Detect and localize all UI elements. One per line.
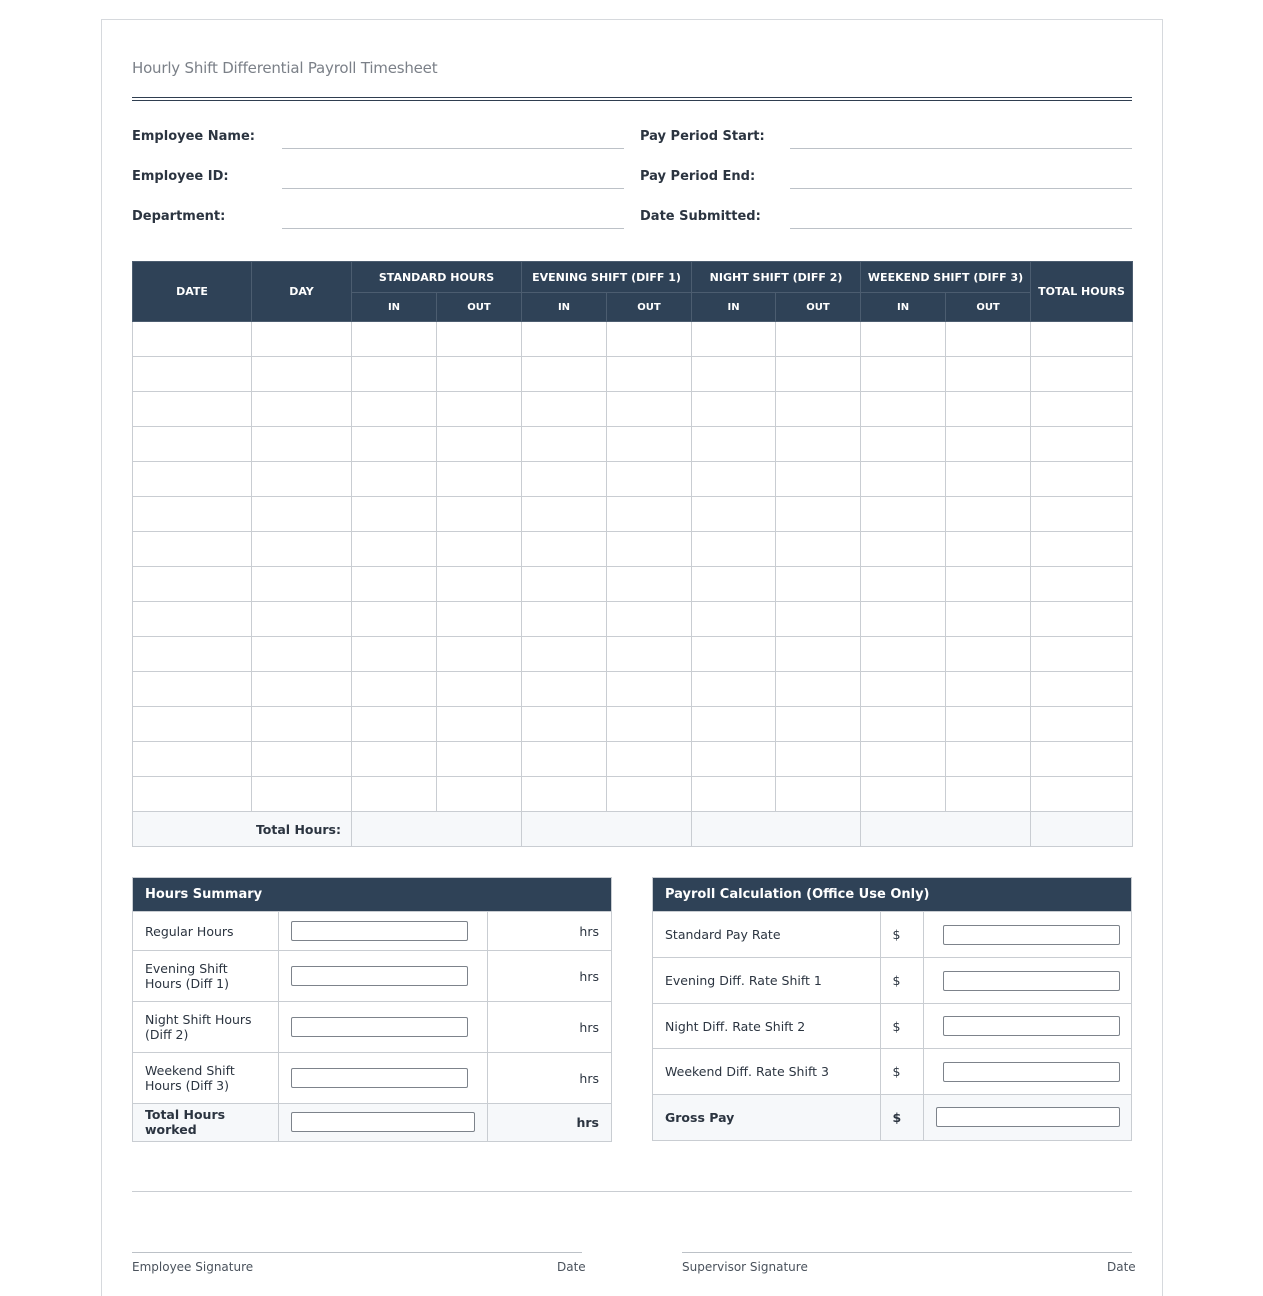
night-in-cell[interactable] bbox=[692, 707, 776, 742]
night-in-cell[interactable] bbox=[692, 532, 776, 567]
date-cell[interactable] bbox=[133, 602, 252, 637]
weekend-out-cell[interactable] bbox=[946, 672, 1031, 707]
weekend-diff-rate-input[interactable] bbox=[943, 1062, 1120, 1082]
gross-pay-label: Gross Pay bbox=[653, 1095, 880, 1140]
summary-row bbox=[133, 1053, 611, 1104]
evening-in-cell[interactable] bbox=[522, 427, 607, 462]
evening-in-cell[interactable] bbox=[522, 462, 607, 497]
evening-hours-input[interactable] bbox=[291, 966, 468, 986]
evening-out-cell[interactable] bbox=[607, 392, 692, 427]
standard-out-cell[interactable] bbox=[437, 742, 522, 777]
hrs-unit: hrs bbox=[487, 1053, 611, 1104]
weekend-out-cell[interactable] bbox=[946, 427, 1031, 462]
hours-summary-table bbox=[133, 911, 611, 1141]
weekend-out-cell[interactable] bbox=[946, 357, 1031, 392]
department-field[interactable] bbox=[282, 228, 624, 229]
payroll-row-label: Night Diff. Rate Shift 2 bbox=[653, 1004, 880, 1049]
evening-in-cell[interactable] bbox=[522, 392, 607, 427]
evening-out-cell[interactable] bbox=[607, 497, 692, 532]
night-out-cell[interactable] bbox=[776, 602, 861, 637]
evening-in-cell[interactable] bbox=[522, 357, 607, 392]
standard-in-cell[interactable] bbox=[352, 567, 437, 602]
weekend-out-header: OUT bbox=[946, 293, 1031, 322]
date-cell[interactable] bbox=[133, 777, 252, 812]
supervisor-signature-label: Supervisor Signature bbox=[682, 1260, 808, 1274]
standard-in-cell[interactable] bbox=[352, 322, 437, 357]
summary-row bbox=[133, 1002, 611, 1053]
total-hours-cell[interactable] bbox=[1031, 672, 1133, 707]
evening-in-cell[interactable] bbox=[522, 567, 607, 602]
night-in-cell[interactable] bbox=[692, 742, 776, 777]
table-row bbox=[133, 322, 1133, 357]
date-cell[interactable] bbox=[133, 707, 252, 742]
night-out-cell[interactable] bbox=[776, 322, 861, 357]
evening-out-cell[interactable] bbox=[607, 777, 692, 812]
total-hours-cell[interactable] bbox=[1031, 777, 1133, 812]
day-cell[interactable] bbox=[252, 357, 352, 392]
standard-out-cell[interactable] bbox=[437, 357, 522, 392]
timesheet-total-row bbox=[133, 812, 1133, 847]
evening-out-header: OUT bbox=[607, 293, 692, 322]
info-row-3 bbox=[132, 199, 1132, 239]
weekend-in-cell[interactable] bbox=[861, 497, 946, 532]
payroll-row-label: Standard Pay Rate bbox=[653, 912, 880, 958]
weekend-in-cell[interactable] bbox=[861, 777, 946, 812]
weekend-in-header: IN bbox=[861, 293, 946, 322]
hrs-unit: hrs bbox=[487, 1002, 611, 1053]
evening-in-cell[interactable] bbox=[522, 707, 607, 742]
table-row bbox=[133, 602, 1133, 637]
summary-row-label: Night Shift Hours (Diff 2) bbox=[133, 1002, 278, 1053]
night-out-cell[interactable] bbox=[776, 637, 861, 672]
standard-out-cell[interactable] bbox=[437, 567, 522, 602]
standard-out-header: OUT bbox=[437, 293, 522, 322]
standard-in-cell[interactable] bbox=[352, 742, 437, 777]
day-cell[interactable] bbox=[252, 532, 352, 567]
gross-pay-row bbox=[653, 1095, 1131, 1140]
evening-total-cell[interactable] bbox=[522, 812, 692, 847]
weekend-in-cell[interactable] bbox=[861, 637, 946, 672]
table-row bbox=[133, 637, 1133, 672]
table-row bbox=[133, 357, 1133, 392]
evening-in-cell[interactable] bbox=[522, 322, 607, 357]
standard-in-cell[interactable] bbox=[352, 672, 437, 707]
employee-name-field[interactable] bbox=[282, 148, 624, 149]
day-cell[interactable] bbox=[252, 392, 352, 427]
night-in-cell[interactable] bbox=[692, 322, 776, 357]
standard-in-cell[interactable] bbox=[352, 637, 437, 672]
weekend-out-cell[interactable] bbox=[946, 777, 1031, 812]
night-out-cell[interactable] bbox=[776, 357, 861, 392]
hrs-unit: hrs bbox=[487, 951, 611, 1002]
evening-out-cell[interactable] bbox=[607, 532, 692, 567]
total-hours-cell[interactable] bbox=[1031, 707, 1133, 742]
weekend-hours-input[interactable] bbox=[291, 1068, 468, 1088]
evening-in-cell[interactable] bbox=[522, 672, 607, 707]
standard-in-cell[interactable] bbox=[352, 357, 437, 392]
standard-out-cell[interactable] bbox=[437, 672, 522, 707]
evening-in-cell[interactable] bbox=[522, 602, 607, 637]
summary-row bbox=[133, 912, 611, 951]
summary-row-label: Weekend Shift Hours (Diff 3) bbox=[133, 1053, 278, 1104]
table-row bbox=[133, 462, 1133, 497]
total-hours-cell[interactable] bbox=[1031, 462, 1133, 497]
night-in-cell[interactable] bbox=[692, 357, 776, 392]
employee-id-label: Employee ID: bbox=[132, 169, 229, 184]
standard-out-cell[interactable] bbox=[437, 392, 522, 427]
evening-out-cell[interactable] bbox=[607, 672, 692, 707]
total-hours-cell[interactable] bbox=[1031, 392, 1133, 427]
weekend-in-cell[interactable] bbox=[861, 742, 946, 777]
total-hours-cell[interactable] bbox=[1031, 602, 1133, 637]
night-in-cell[interactable] bbox=[692, 602, 776, 637]
weekend-out-cell[interactable] bbox=[946, 637, 1031, 672]
timesheet-body bbox=[133, 322, 1133, 812]
evening-in-cell[interactable] bbox=[522, 637, 607, 672]
supervisor-signature-line[interactable] bbox=[682, 1252, 1132, 1253]
evening-in-cell[interactable] bbox=[522, 532, 607, 567]
day-cell[interactable] bbox=[252, 497, 352, 532]
day-cell[interactable] bbox=[252, 602, 352, 637]
standard-out-cell[interactable] bbox=[437, 497, 522, 532]
date-submitted-label: Date Submitted: bbox=[640, 209, 761, 224]
night-out-cell[interactable] bbox=[776, 567, 861, 602]
evening-in-cell[interactable] bbox=[522, 777, 607, 812]
weekend-out-cell[interactable] bbox=[946, 497, 1031, 532]
total-hours-cell[interactable] bbox=[1031, 567, 1133, 602]
date-cell[interactable] bbox=[133, 497, 252, 532]
hours-summary-panel bbox=[132, 877, 612, 1142]
currency-symbol: $ bbox=[880, 958, 923, 1004]
payroll-calculation-table bbox=[653, 911, 1131, 1140]
date-cell[interactable] bbox=[133, 672, 252, 707]
day-cell[interactable] bbox=[252, 672, 352, 707]
total-hours-worked-label: Total Hours worked bbox=[133, 1104, 278, 1141]
date-cell[interactable] bbox=[133, 637, 252, 672]
standard-in-cell[interactable] bbox=[352, 707, 437, 742]
weekend-in-cell[interactable] bbox=[861, 602, 946, 637]
night-in-cell[interactable] bbox=[692, 637, 776, 672]
col-day-header: DAY bbox=[252, 262, 352, 322]
total-hours-cell[interactable] bbox=[1031, 742, 1133, 777]
evening-in-cell[interactable] bbox=[522, 497, 607, 532]
standard-in-cell[interactable] bbox=[352, 777, 437, 812]
employee-date-label: Date bbox=[557, 1260, 586, 1274]
night-in-cell[interactable] bbox=[692, 777, 776, 812]
pay-period-start-label: Pay Period Start: bbox=[640, 129, 765, 144]
night-out-cell[interactable] bbox=[776, 392, 861, 427]
evening-out-cell[interactable] bbox=[607, 602, 692, 637]
date-submitted-field[interactable] bbox=[790, 228, 1132, 229]
pay-period-end-label: Pay Period End: bbox=[640, 169, 756, 184]
department-label: Department: bbox=[132, 209, 226, 224]
weekend-out-cell[interactable] bbox=[946, 742, 1031, 777]
day-cell[interactable] bbox=[252, 427, 352, 462]
total-hours-label: Total Hours: bbox=[133, 812, 352, 847]
weekend-out-cell[interactable] bbox=[946, 322, 1031, 357]
grand-total-cell[interactable] bbox=[1031, 812, 1133, 847]
evening-out-cell[interactable] bbox=[607, 707, 692, 742]
col-weekend-header: WEEKEND SHIFT (DIFF 3) bbox=[861, 262, 1031, 293]
date-cell[interactable] bbox=[133, 322, 252, 357]
night-out-cell[interactable] bbox=[776, 777, 861, 812]
table-row bbox=[133, 707, 1133, 742]
evening-out-cell[interactable] bbox=[607, 357, 692, 392]
payroll-calculation-panel bbox=[652, 877, 1132, 1141]
currency-symbol: $ bbox=[880, 1004, 923, 1049]
currency-symbol: $ bbox=[880, 1049, 923, 1095]
standard-out-cell[interactable] bbox=[437, 462, 522, 497]
total-hours-cell[interactable] bbox=[1031, 637, 1133, 672]
night-out-cell[interactable] bbox=[776, 427, 861, 462]
date-cell[interactable] bbox=[133, 392, 252, 427]
total-hours-cell[interactable] bbox=[1031, 357, 1133, 392]
standard-out-cell[interactable] bbox=[437, 532, 522, 567]
hrs-unit: hrs bbox=[487, 1104, 611, 1141]
day-cell[interactable] bbox=[252, 567, 352, 602]
standard-in-cell[interactable] bbox=[352, 602, 437, 637]
pay-period-start-field[interactable] bbox=[790, 148, 1132, 149]
night-in-cell[interactable] bbox=[692, 392, 776, 427]
day-cell[interactable] bbox=[252, 707, 352, 742]
employee-signature-line[interactable] bbox=[132, 1252, 582, 1253]
weekend-in-cell[interactable] bbox=[861, 392, 946, 427]
standard-in-cell[interactable] bbox=[352, 392, 437, 427]
night-in-cell[interactable] bbox=[692, 462, 776, 497]
weekend-in-cell[interactable] bbox=[861, 427, 946, 462]
summary-row-label: Regular Hours bbox=[133, 912, 278, 951]
total-hours-cell[interactable] bbox=[1031, 497, 1133, 532]
date-cell[interactable] bbox=[133, 567, 252, 602]
col-evening-header: EVENING SHIFT (DIFF 1) bbox=[522, 262, 692, 293]
standard-in-cell[interactable] bbox=[352, 427, 437, 462]
night-in-cell[interactable] bbox=[692, 497, 776, 532]
weekend-in-cell[interactable] bbox=[861, 322, 946, 357]
standard-total-cell[interactable] bbox=[352, 812, 522, 847]
day-cell[interactable] bbox=[252, 777, 352, 812]
weekend-in-cell[interactable] bbox=[861, 532, 946, 567]
night-in-cell[interactable] bbox=[692, 672, 776, 707]
footer-divider bbox=[132, 1191, 1132, 1192]
page-title: Hourly Shift Differential Payroll Timesheet bbox=[132, 59, 438, 77]
table-row bbox=[133, 672, 1133, 707]
table-row bbox=[133, 497, 1133, 532]
standard-in-header: IN bbox=[352, 293, 437, 322]
night-total-cell[interactable] bbox=[692, 812, 861, 847]
day-cell[interactable] bbox=[252, 462, 352, 497]
weekend-out-cell[interactable] bbox=[946, 707, 1031, 742]
regular-hours-input[interactable] bbox=[291, 921, 468, 941]
standard-out-cell[interactable] bbox=[437, 637, 522, 672]
evening-out-cell[interactable] bbox=[607, 322, 692, 357]
hrs-unit: hrs bbox=[487, 912, 611, 951]
table-row bbox=[133, 567, 1133, 602]
payroll-row bbox=[653, 1004, 1131, 1049]
weekend-in-cell[interactable] bbox=[861, 707, 946, 742]
timesheet-table bbox=[132, 261, 1133, 847]
night-diff-rate-input[interactable] bbox=[943, 1016, 1120, 1036]
timesheet-page bbox=[101, 19, 1163, 1296]
summary-row bbox=[133, 951, 611, 1002]
standard-out-cell[interactable] bbox=[437, 427, 522, 462]
standard-out-cell[interactable] bbox=[437, 602, 522, 637]
total-hours-cell[interactable] bbox=[1031, 427, 1133, 462]
weekend-out-cell[interactable] bbox=[946, 532, 1031, 567]
standard-out-cell[interactable] bbox=[437, 707, 522, 742]
weekend-out-cell[interactable] bbox=[946, 462, 1031, 497]
day-cell[interactable] bbox=[252, 742, 352, 777]
weekend-in-cell[interactable] bbox=[861, 567, 946, 602]
night-out-cell[interactable] bbox=[776, 462, 861, 497]
weekend-out-cell[interactable] bbox=[946, 602, 1031, 637]
payroll-row bbox=[653, 958, 1131, 1004]
night-out-header: OUT bbox=[776, 293, 861, 322]
standard-out-cell[interactable] bbox=[437, 322, 522, 357]
evening-out-cell[interactable] bbox=[607, 427, 692, 462]
date-cell[interactable] bbox=[133, 532, 252, 567]
table-row bbox=[133, 427, 1133, 462]
night-out-cell[interactable] bbox=[776, 532, 861, 567]
night-hours-input[interactable] bbox=[291, 1017, 468, 1037]
weekend-in-cell[interactable] bbox=[861, 462, 946, 497]
gross-pay-input[interactable] bbox=[936, 1107, 1120, 1127]
table-row bbox=[133, 532, 1133, 567]
date-cell[interactable] bbox=[133, 742, 252, 777]
supervisor-date-label: Date bbox=[1107, 1260, 1136, 1274]
evening-diff-rate-input[interactable] bbox=[943, 971, 1120, 991]
day-cell[interactable] bbox=[252, 637, 352, 672]
evening-in-header: IN bbox=[522, 293, 607, 322]
date-cell[interactable] bbox=[133, 357, 252, 392]
employee-signature-label: Employee Signature bbox=[132, 1260, 254, 1274]
evening-out-cell[interactable] bbox=[607, 462, 692, 497]
pay-period-end-field[interactable] bbox=[790, 188, 1132, 189]
currency-symbol: $ bbox=[880, 1095, 923, 1140]
col-night-header: NIGHT SHIFT (DIFF 2) bbox=[692, 262, 861, 293]
evening-out-cell[interactable] bbox=[607, 567, 692, 602]
payroll-row bbox=[653, 1049, 1131, 1095]
weekend-out-cell[interactable] bbox=[946, 567, 1031, 602]
weekend-total-cell[interactable] bbox=[861, 812, 1031, 847]
night-out-cell[interactable] bbox=[776, 672, 861, 707]
payroll-row bbox=[653, 912, 1131, 958]
weekend-out-cell[interactable] bbox=[946, 392, 1031, 427]
evening-out-cell[interactable] bbox=[607, 742, 692, 777]
summary-row-label: Evening Shift Hours (Diff 1) bbox=[133, 951, 278, 1002]
date-cell[interactable] bbox=[133, 427, 252, 462]
payroll-calculation-title: Payroll Calculation (Office Use Only) bbox=[653, 878, 1131, 911]
night-in-header: IN bbox=[692, 293, 776, 322]
title-divider bbox=[132, 97, 1132, 101]
total-hours-worked-input[interactable] bbox=[291, 1112, 475, 1132]
table-row bbox=[133, 777, 1133, 812]
standard-in-cell[interactable] bbox=[352, 462, 437, 497]
table-row bbox=[133, 392, 1133, 427]
col-standard-header: STANDARD HOURS bbox=[352, 262, 522, 293]
summary-total-row bbox=[133, 1104, 611, 1141]
standard-in-cell[interactable] bbox=[352, 497, 437, 532]
standard-out-cell[interactable] bbox=[437, 777, 522, 812]
info-row-1 bbox=[132, 119, 1132, 159]
evening-in-cell[interactable] bbox=[522, 742, 607, 777]
table-row bbox=[133, 742, 1133, 777]
total-hours-cell[interactable] bbox=[1031, 322, 1133, 357]
standard-pay-rate-input[interactable] bbox=[943, 925, 1120, 945]
date-cell[interactable] bbox=[133, 462, 252, 497]
night-in-cell[interactable] bbox=[692, 567, 776, 602]
weekend-in-cell[interactable] bbox=[861, 357, 946, 392]
standard-in-cell[interactable] bbox=[352, 532, 437, 567]
employee-id-field[interactable] bbox=[282, 188, 624, 189]
weekend-in-cell[interactable] bbox=[861, 672, 946, 707]
night-in-cell[interactable] bbox=[692, 427, 776, 462]
payroll-row-label: Evening Diff. Rate Shift 1 bbox=[653, 958, 880, 1004]
hours-summary-title: Hours Summary bbox=[133, 878, 611, 911]
currency-symbol: $ bbox=[880, 912, 923, 958]
night-out-cell[interactable] bbox=[776, 707, 861, 742]
employee-name-label: Employee Name: bbox=[132, 129, 255, 144]
evening-out-cell[interactable] bbox=[607, 637, 692, 672]
info-row-2 bbox=[132, 159, 1132, 199]
col-total-hours-header: TOTAL HOURS bbox=[1031, 262, 1133, 322]
day-cell[interactable] bbox=[252, 322, 352, 357]
total-hours-cell[interactable] bbox=[1031, 532, 1133, 567]
night-out-cell[interactable] bbox=[776, 742, 861, 777]
col-date-header: DATE bbox=[133, 262, 252, 322]
payroll-row-label: Weekend Diff. Rate Shift 3 bbox=[653, 1049, 880, 1095]
night-out-cell[interactable] bbox=[776, 497, 861, 532]
